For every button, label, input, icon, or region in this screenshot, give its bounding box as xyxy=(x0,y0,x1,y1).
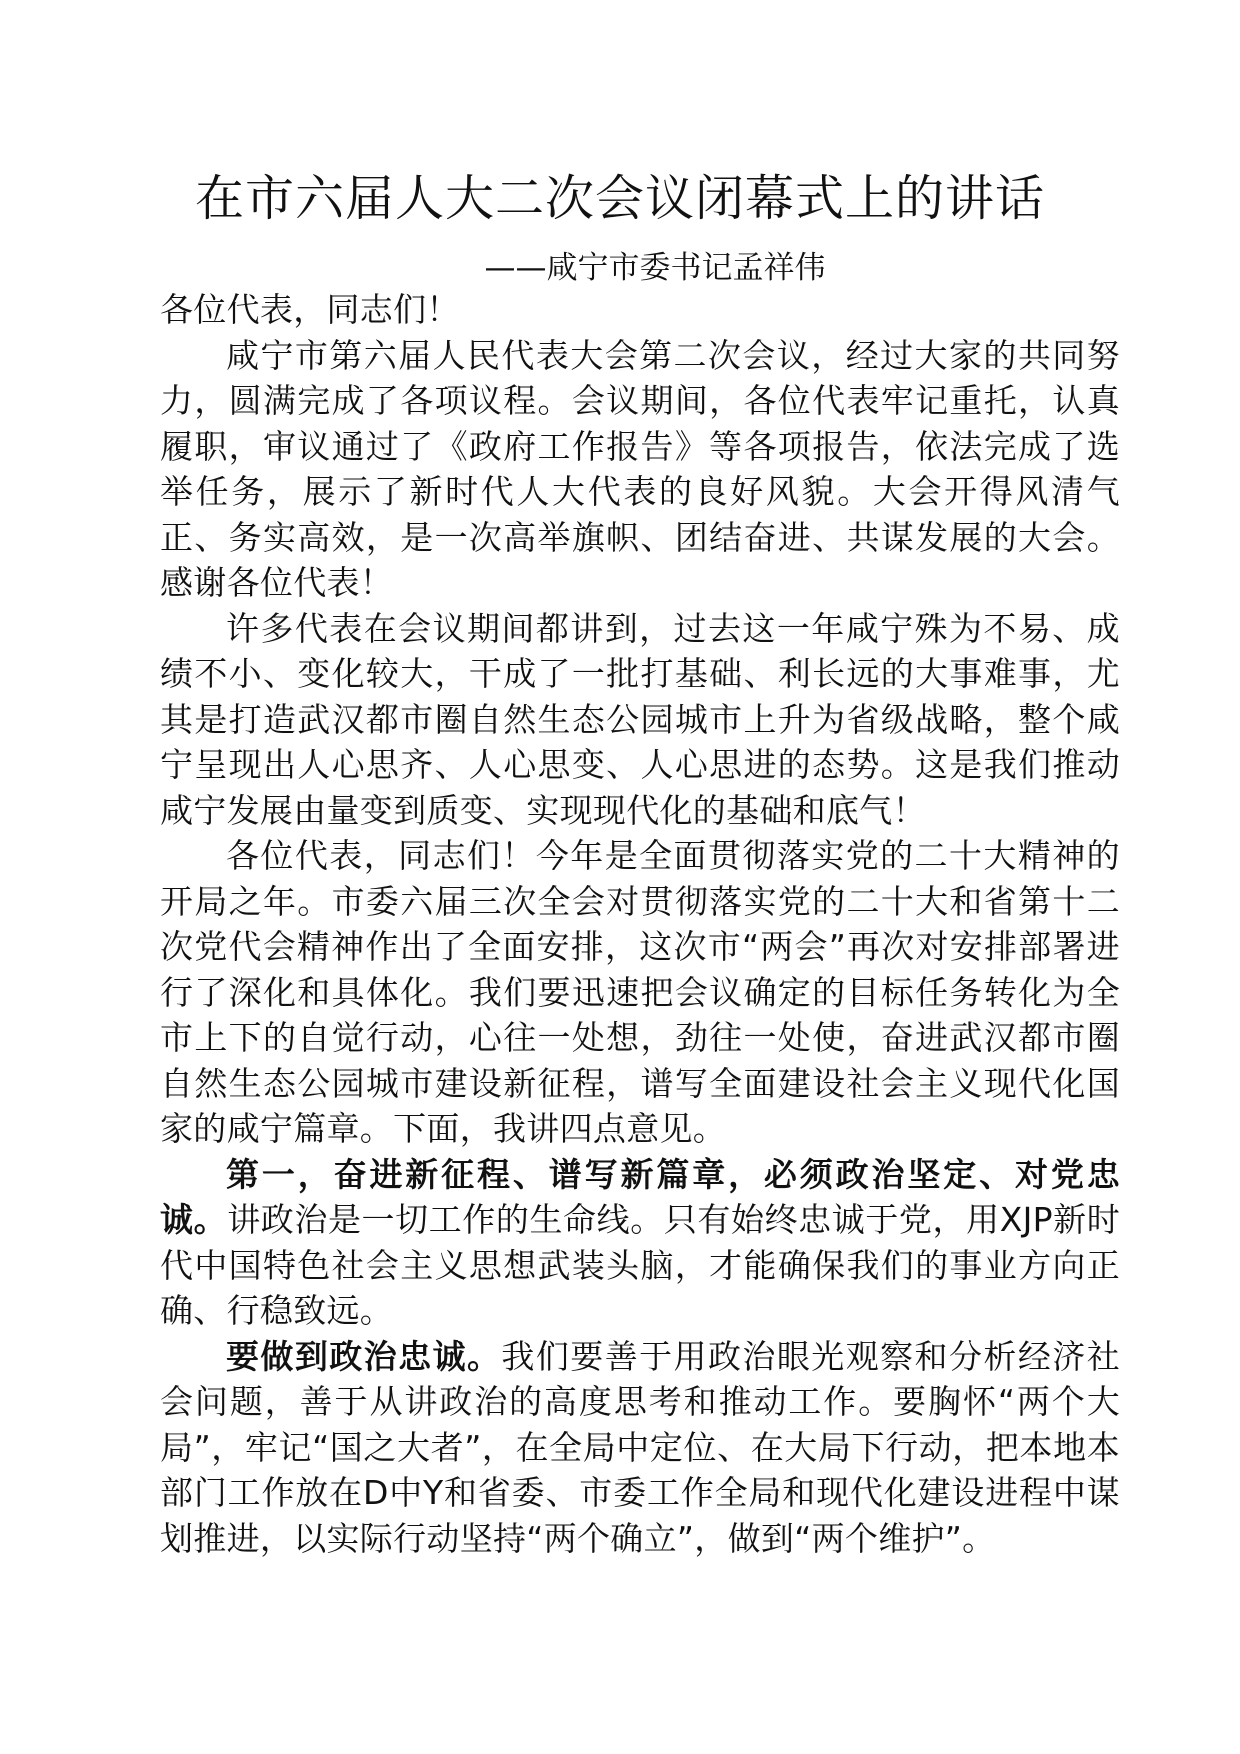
paragraph-1-text: 咸宁市第六届人民代表大会第二次会议，经过大家的共同努力，圆满完成了各项议程。会议期间，各位代表牢记重托，认真履职，审议通过了《政府工作报告》等各项报告，依法完成了选举任务，展示了新时代人大代表的良好风貌。大会开得风清气正、务实高效，是一次高举旗帜、团结奋进、共谋发展的大会。感谢各位代表！ xyxy=(160,335,1120,602)
paragraph-5-text: 我们要善于用政治眼光观察和分析经济社会问题，善于从讲政治的高度思考和推动工作。要胸怀“两个大局”，牢记“国之大者”，在全局中定位、在大局下行动，把本地本部门工作放在D中Y和省委、市委工作全局和现代化建设进程中谋划推进，以实际行动坚持“两个确立”，做到“两个维护”。 xyxy=(160,1336,1120,1558)
paragraph-5-heading: 要做到政治忠诚。 xyxy=(226,1336,502,1376)
paragraph-4-heading: 第一，奋进新征程、谱写新篇章，必须政治坚定、对党忠诚。 xyxy=(160,1154,1120,1239)
paragraph-1 xyxy=(160,333,1120,606)
salutation: 各位代表，同志们！ xyxy=(160,290,460,329)
paragraph-2-text: 许多代表在会议期间都讲到，过去这一年咸宁殊为不易、成绩不小、变化较大，干成了一批打基础、利长远的大事难事，尤其是打造武汉都市圈自然生态公园城市上升为省级战略，整个咸宁呈现出人心思齐、人心思变、人心思进的态势。这是我们推动咸宁发展由量变到质变、实现现代化的基础和底气！ xyxy=(160,608,1120,830)
document-title: 在市六届人大二次会议闭幕式上的讲话 xyxy=(194,170,1045,227)
document-body xyxy=(160,287,1120,1561)
paragraph-3-text: 各位代表，同志们！今年是全面贯彻落实党的二十大精神的开局之年。市委六届三次全会对贯彻落实党的二十大和省第十二次党代会精神作出了全面安排，这次市“两会”再次对安排部署进行了深化和具体化。我们要迅速把会议确定的目标任务转化为全市上下的自觉行动，心往一处想，劲往一处使，奋进武汉都市圈自然生态公园城市建设新征程，谱写全面建设社会主义现代化国家的咸宁篇章。下面，我讲四点意见。 xyxy=(160,836,1120,1148)
paragraph-4-text: 讲政治是一切工作的生命线。只有始终忠诚于党，用XJP新时代中国特色社会主义思想武装头脑，才能确保我们的事业方向正确、行稳致远。 xyxy=(160,1200,1121,1330)
paragraph-4 xyxy=(160,1152,1120,1334)
paragraph-2 xyxy=(160,606,1120,834)
document-subtitle: ——咸宁市委书记孟祥伟 xyxy=(484,250,826,286)
paragraph-3 xyxy=(160,833,1120,1152)
paragraph-5 xyxy=(160,1334,1120,1562)
